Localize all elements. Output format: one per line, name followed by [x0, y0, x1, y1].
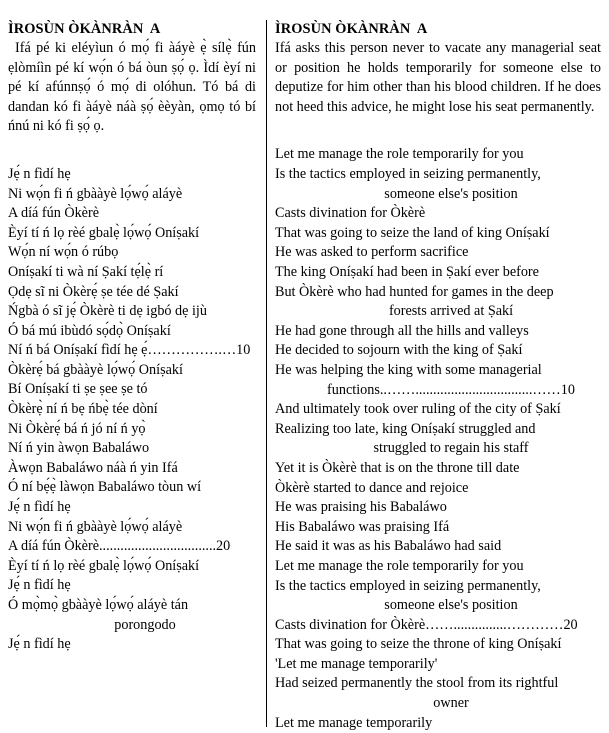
right-verse-line: He was helping the king with some managerial — [275, 361, 542, 378]
right-column-intro-paragraph: Ifá asks this person never to vacate any managerial seat or position he holds temporarily for someone else to deputize for him other than his blood children. If he does not heed this advice, he might lose his seat permanently. — [275, 40, 601, 115]
right-verse-line: Casts divination for Òkèrè……...............…………20 — [275, 616, 578, 633]
left-verse-line: Ọdẹ sĩ ni Òkèrẹ́ ṣe tée dé Ṣakí — [8, 283, 179, 300]
left-column-verse — [8, 165, 256, 655]
right-verse-line: struggled to regain his staff — [373, 440, 529, 457]
left-verse-line: porongodo — [114, 616, 176, 633]
left-verse-line: Jẹ́ n fìdí hẹ — [8, 577, 71, 594]
left-verse-line: Bí Oníṣakí ti ṣe ṣee ṣe tó — [8, 381, 148, 398]
right-verse-line: Yet it is Òkèrè that is on the throne till date — [275, 459, 520, 476]
left-verse-line: Èyí tí ń lọ rèé gbalẹ̀ lọ́wọ́ Oníṣakí — [8, 224, 200, 241]
left-verse-line: Òkèrẹ́ bá gbààyè lọ́wọ́ Oníṣakí — [8, 361, 183, 378]
left-verse-line: Àwọn Babaláwo náà ń yin Ifá — [8, 459, 178, 476]
left-verse-line: Jẹ́ n fìdí hẹ — [8, 636, 71, 653]
right-verse-line: He was praising his Babaláwo — [275, 499, 447, 516]
right-verse-line: His Babaláwo was praising Ifá — [275, 518, 450, 535]
right-verse-line: He was asked to perform sacrifice — [275, 244, 469, 261]
right-verse-line: He said it was as his Babaláwo had said — [275, 538, 502, 555]
left-verse-line: Èyí tí ń lọ rèé gbalẹ̀ lọ́wọ́ Oníṣakí — [8, 557, 200, 574]
right-verse-line: He had gone through all the hills and valleys — [275, 322, 529, 339]
right-column-heading: ÌROSÙN ÒKÀNRÀN A — [275, 21, 428, 37]
right-verse-line: Let me manage the role temporarily for you — [275, 557, 524, 574]
right-verse-line: Let me manage temporarily — [275, 714, 433, 731]
right-verse-line: He decided to sojourn with the king of Ṣakí — [275, 342, 523, 359]
right-verse-line: forests arrived at Ṣakí — [388, 303, 514, 320]
left-verse-line: A díá fún Òkèrè — [8, 205, 100, 222]
left-verse-line: Ní ń yin àwọn Babaláwo — [8, 440, 150, 457]
left-verse-line: Wọ́n ní wọ́n ó rúbọ — [8, 244, 119, 261]
right-verse-line: functions..…….................................……10 — [327, 381, 575, 398]
right-column-verse — [275, 145, 601, 733]
left-verse-line: Òkèrẹ̀ ní ń bẹ ńbẹ̀ tée dòní — [8, 401, 158, 418]
left-verse-line: Oníṣakí ti wà ní Ṣakí tẹ́lẹ̀ rí — [8, 263, 164, 280]
right-column-spacer — [275, 117, 601, 145]
right-verse-line: Let me manage the role temporarily for you — [275, 146, 524, 163]
left-verse-line: Ńgbà ó sĩ jẹ́ Òkèrè ti dẹ igbó dẹ ijù — [8, 303, 207, 320]
right-verse-line: Casts divination for Òkèrè — [275, 205, 426, 222]
right-verse-line: But Òkèrè who had hunted for games in the deep — [275, 283, 554, 300]
right-column-english — [267, 20, 609, 731]
right-verse-line: That was going to seize the throne of king Oníṣakí — [275, 636, 562, 653]
left-verse-line: Jẹ́ n fìdí hẹ — [8, 499, 71, 516]
right-verse-line: Is the tactics employed in seizing permanently, — [275, 577, 541, 594]
left-verse-line: A díá fún Òkèrè.................................20 — [8, 538, 231, 555]
left-column-heading: ÌROSÙN ÒKÀNRÀN A — [8, 21, 161, 37]
left-verse-line: Ni Òkèrẹ́ bá ń jó ní ń yọ̀ — [8, 420, 146, 437]
left-verse-line: Ni wọ́n fi ń gbààyè lọ́wọ́ aláyè — [8, 518, 183, 535]
left-verse-line: Ní ń bá Oníṣakí fìdí hẹ ẹ́…………….…10 — [8, 342, 251, 359]
left-column-intro-paragraph: Ifá pé ki eléyìun ó mọ́ fi àáyè ẹ̀ sílẹ̀ fún ẹlòmíìn pé kí wọ́n ó bá òun ṣọ́ ọ. Ìdí èyí ni pé kí afúnnṣọ́ ó mọ́ di olóhun. Tó bá di dandan kó fi àáyè náà ṣọ́ èèyàn, ọmọ tó bí ńnú ni kó fi ṣọ́ ọ. — [8, 40, 256, 135]
right-verse-line: someone else's position — [384, 597, 518, 614]
left-column-spacer — [8, 137, 256, 165]
right-verse-line: The king Oníṣakí had been in Ṣakí ever before — [275, 264, 539, 280]
right-verse-line: Had seized permanently the stool from its rightful — [275, 675, 559, 692]
right-verse-line: Realizing too late, king Oníṣakí struggled and — [275, 420, 536, 437]
right-verse-line: 'Let me manage temporarily' — [275, 655, 438, 672]
right-verse-line: Òkèrè started to dance and rejoice — [275, 479, 469, 496]
left-verse-line: Jẹ́ n fìdí hẹ — [8, 165, 71, 182]
two-column-layout — [0, 20, 609, 731]
right-verse-line: someone else's position — [384, 185, 518, 202]
left-verse-line: Ó ní bẹ́ẹ̀ làwọn Babaláwo tòun wí — [8, 479, 202, 496]
right-verse-line: And ultimately took over ruling of the city of Ṣakí — [275, 401, 561, 418]
left-verse-line: Ó mọ̀mọ̀ gbààyè lọ́wọ́ aláyè tán — [8, 597, 189, 613]
right-verse-line: Is the tactics employed in seizing permanently, — [275, 166, 541, 183]
left-verse-line: Ni wọ́n fi ń gbààyè lọ́wọ́ aláyè — [8, 185, 183, 202]
left-verse-line: Ó bá mú ibùdó sọ́dọ̀ Oníṣakí — [8, 322, 171, 339]
right-verse-line: That was going to seize the land of king Oníṣakí — [275, 224, 550, 241]
left-column-yoruba — [0, 20, 266, 727]
right-verse-line: owner — [433, 695, 469, 712]
